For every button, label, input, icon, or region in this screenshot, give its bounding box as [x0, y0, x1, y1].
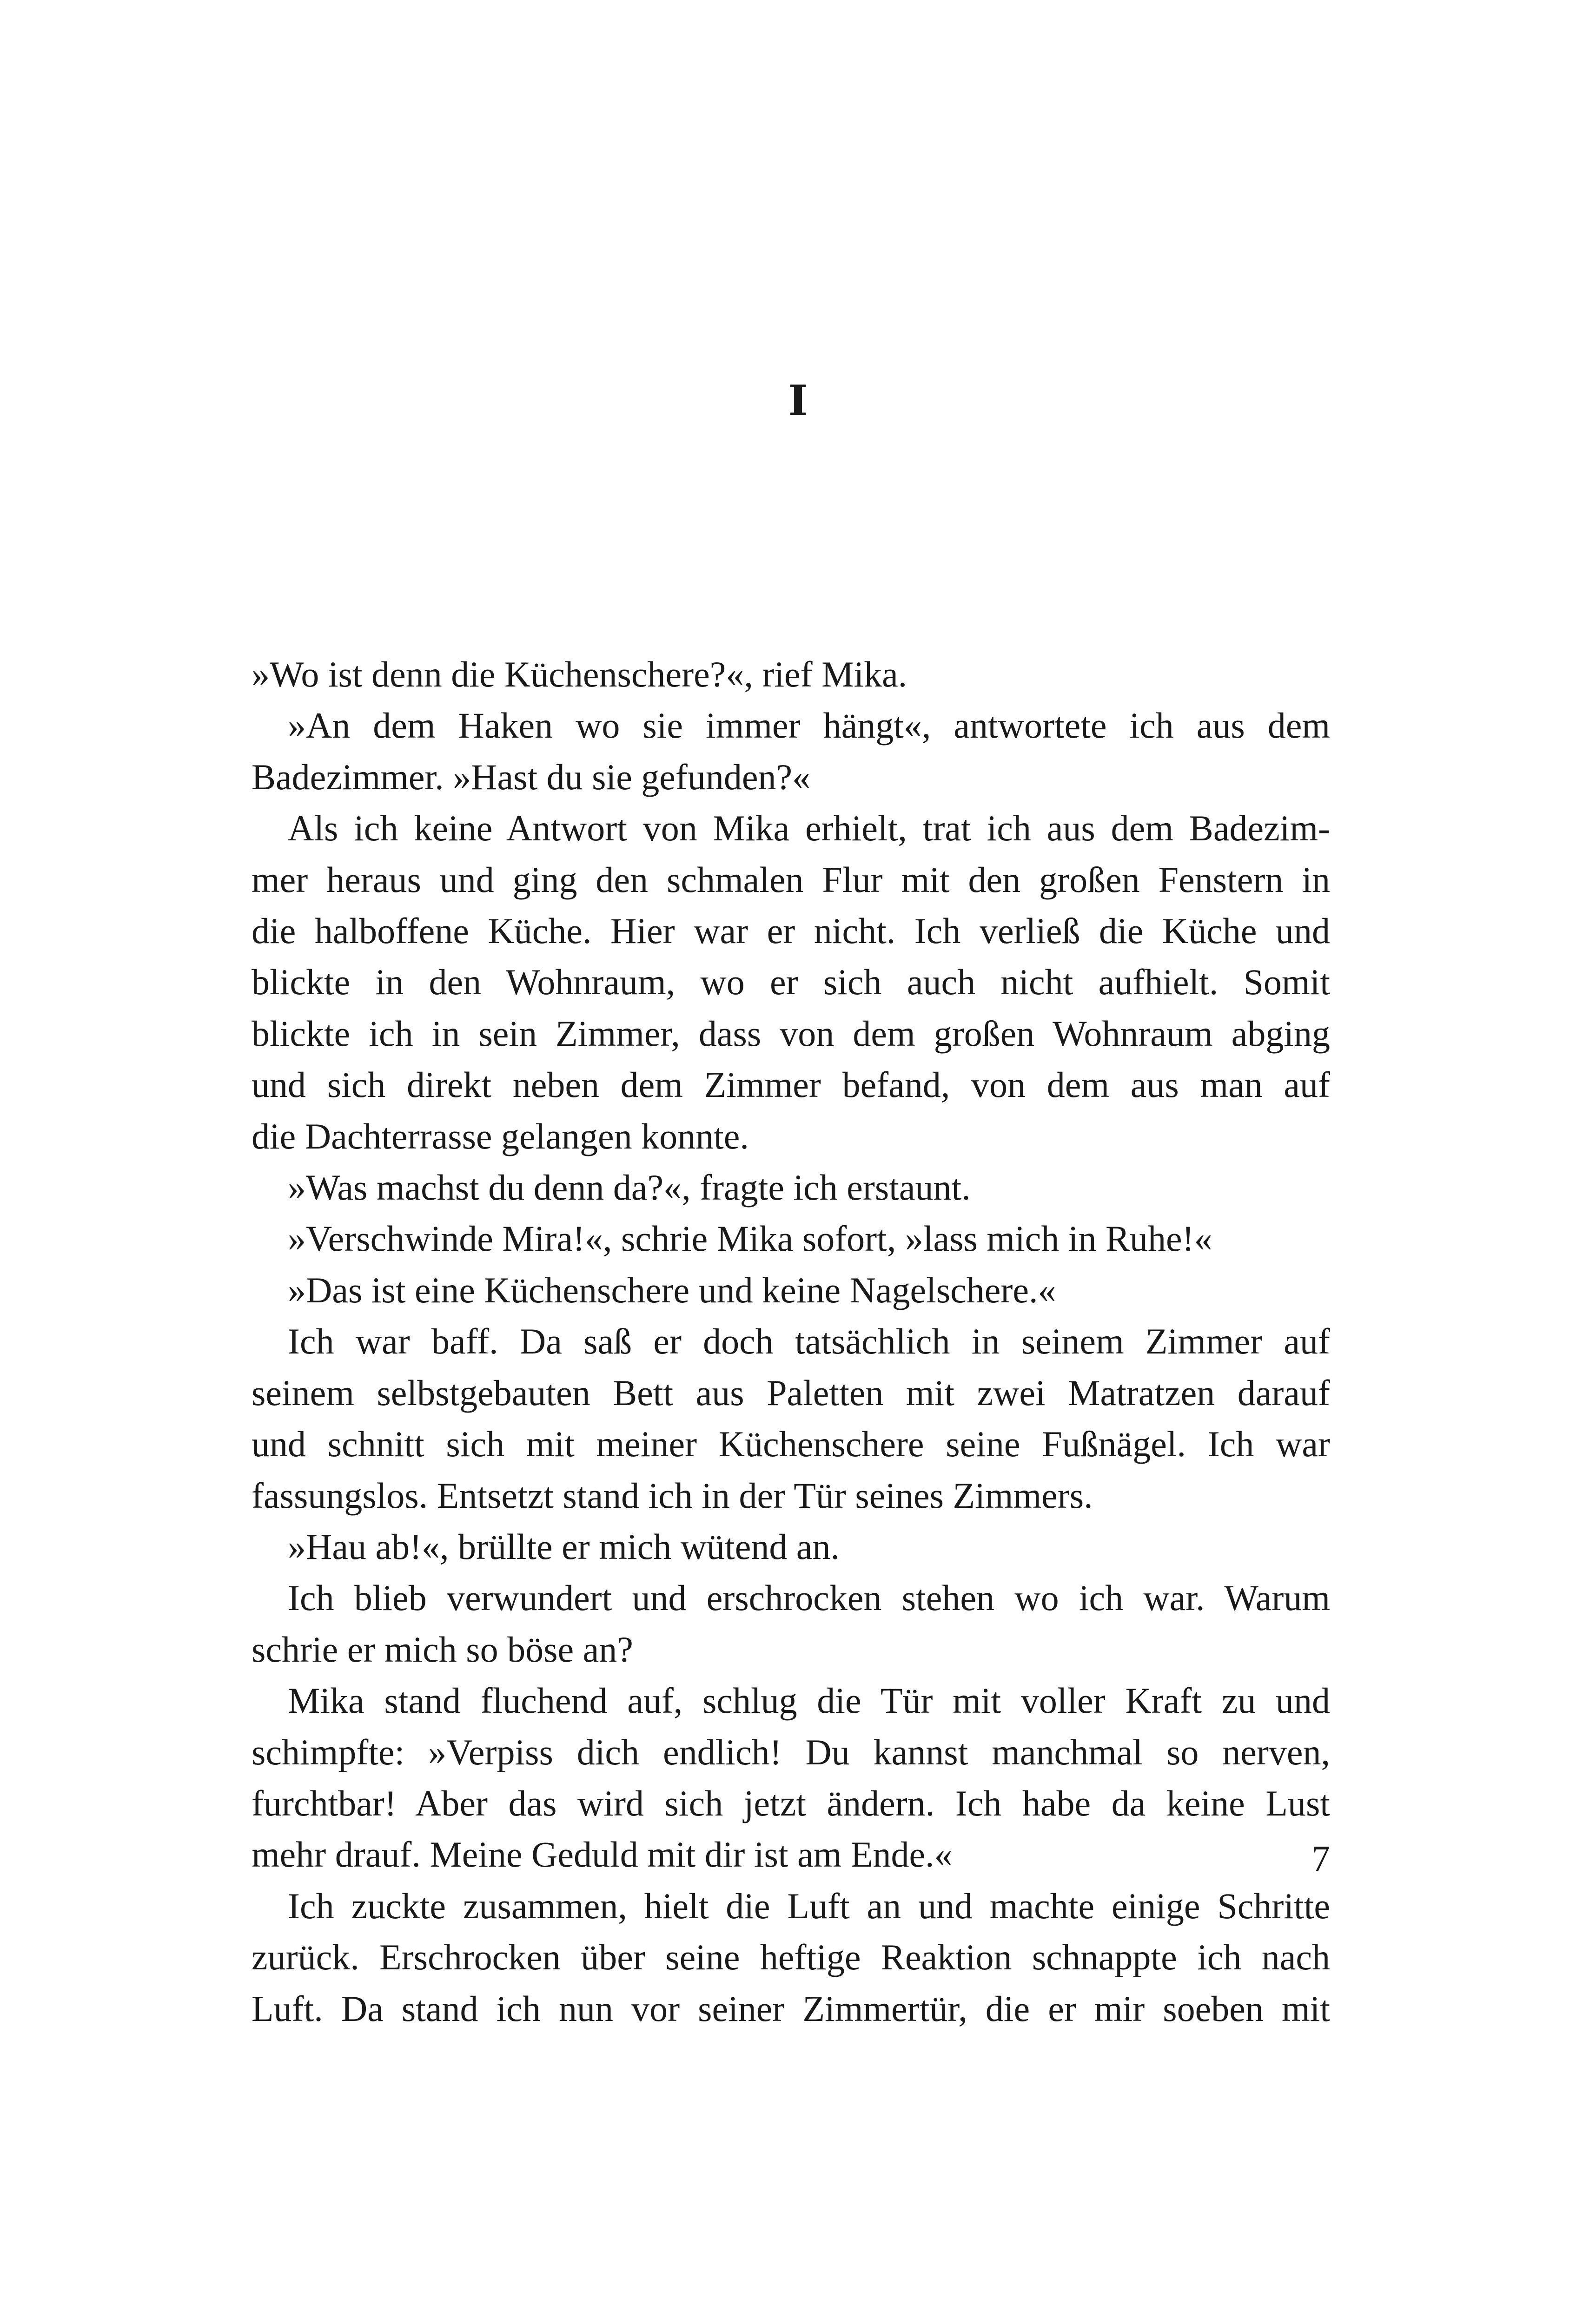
text-line: Mika stand fluchend auf, schlug die Tür mit voller Kraft zu und	[288, 1680, 1330, 1721]
paragraph	[252, 1213, 1330, 1264]
chapter-number: I	[788, 376, 808, 425]
text-line: zurück. Erschrocken über seine heftige Reaktion schnappte ich nach	[252, 1937, 1330, 1978]
text-line: seinem selbstgebauten Bett aus Paletten mit zwei Matratzen darauf	[252, 1372, 1330, 1413]
text-line: »Das ist eine Küchenschere und keine Nagelschere.«	[288, 1269, 1056, 1310]
text-line: Ich blieb verwundert und erschrocken stehen wo ich war. Warum	[288, 1578, 1330, 1618]
text-line: die halboffene Küche. Hier war er nicht. Ich verließ die Küche und	[252, 911, 1330, 951]
text-line: blickte ich in sein Zimmer, dass von dem großen Wohnraum abging	[252, 1013, 1330, 1054]
text-line: »Verschwinde Mira!«, schrie Mika sofort, »lass mich in Ruhe!«	[288, 1218, 1212, 1259]
text-line: Als ich keine Antwort von Mika erhielt, trat ich aus dem Badezim-	[288, 808, 1330, 849]
text-line: »Was machst du denn da?«, fragte ich erstaunt.	[288, 1167, 971, 1208]
page-number: 7	[1311, 1839, 1330, 1880]
text-line: blickte in den Wohnraum, wo er sich auch nicht aufhielt. Somit	[252, 962, 1330, 1003]
paragraph	[252, 700, 1330, 803]
text-line: furchtbar! Aber das wird sich jetzt ändern. Ich habe da keine Lust	[252, 1783, 1330, 1823]
text-line: »An dem Haken wo sie immer hängt«, antwortete ich aus dem	[288, 705, 1330, 746]
text-line: fassungslos. Entsetzt stand ich in der Tür seines Zimmers.	[252, 1475, 1093, 1516]
text-line: »Hau ab!«, brüllte er mich wütend an.	[288, 1526, 840, 1567]
text-line: und schnitt sich mit meiner Küchenschere seine Fußnägel. Ich war	[252, 1424, 1330, 1465]
paragraph	[252, 1316, 1330, 1521]
text-line: Ich zuckte zusammen, hielt die Luft an und machte einige Schritte	[288, 1885, 1330, 1926]
text-line: und sich direkt neben dem Zimmer befand, von dem aus man auf	[252, 1064, 1330, 1105]
text-line: schimpfte: »Verpiss dich endlich! Du kannst manchmal so nerven,	[252, 1731, 1330, 1772]
text-line: Ich war baff. Da saß er doch tatsächlich in seinem Zimmer auf	[288, 1321, 1330, 1362]
text-line: mer heraus und ging den schmalen Flur mit den großen Fenstern in	[252, 859, 1330, 900]
text-line: Badezimmer. »Hast du sie gefunden?«	[252, 756, 811, 797]
text-line: mehr drauf. Meine Geduld mit dir ist am Ende.«	[252, 1834, 953, 1875]
paragraph	[252, 1881, 1330, 2034]
paragraph	[252, 1521, 1330, 1572]
paragraph	[252, 1572, 1330, 1675]
text-line: schrie er mich so böse an?	[252, 1629, 633, 1670]
paragraph	[252, 1162, 1330, 1213]
text-line: Luft. Da stand ich nun vor seiner Zimmertür, die er mir soeben mit	[252, 1988, 1330, 2029]
text-line: »Wo ist denn die Küchenschere?«, rief Mika.	[252, 654, 907, 694]
chapter-body-text	[252, 649, 1330, 2034]
paragraph	[252, 803, 1330, 1162]
text-line: die Dachterrasse gelangen konnte.	[252, 1116, 749, 1156]
paragraph	[252, 649, 1330, 700]
paragraph	[252, 1265, 1330, 1316]
